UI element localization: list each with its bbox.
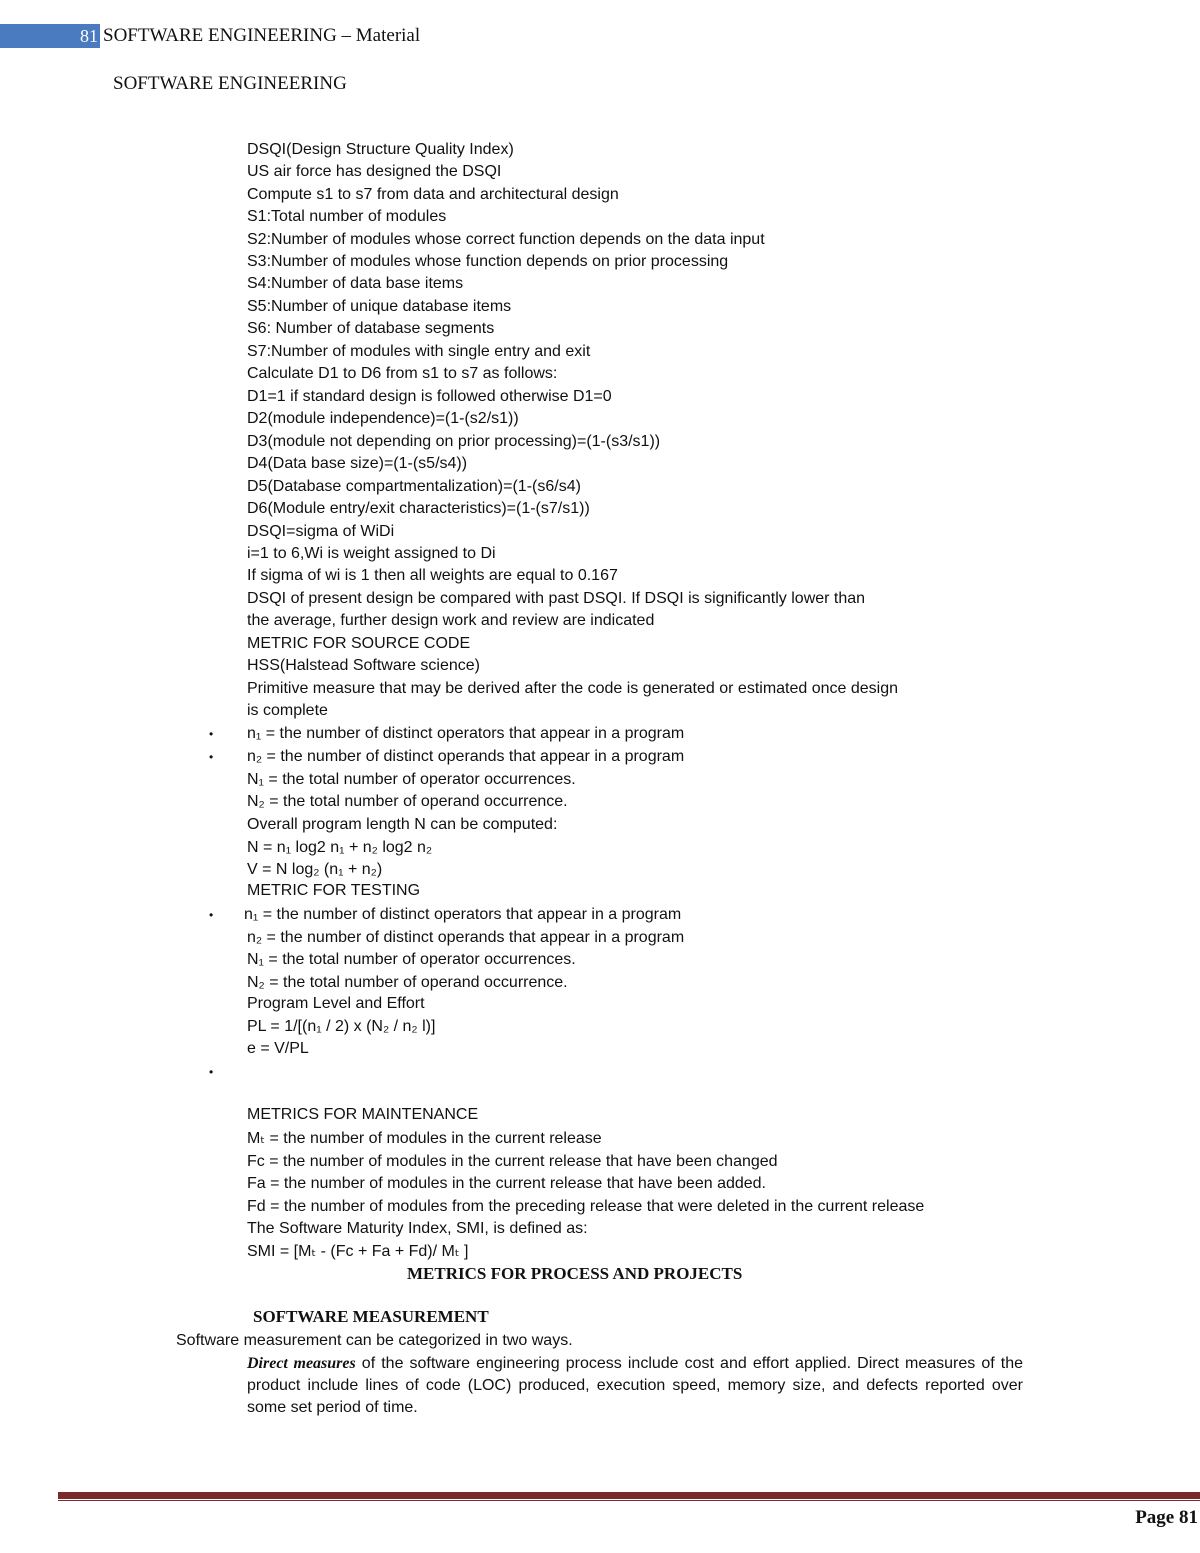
paragraph-body: of the software engineering process include cost and effort applied. Direct measures of the product include lines of code (LOC) produced, execution speed, memory size, and defects reported over some set period of time.	[247, 1355, 1023, 1416]
text-line: The Software Maturity Index, SMI, is defined as:	[247, 1220, 588, 1237]
text-line: S4:Number of data base items	[247, 275, 464, 292]
bullet: •	[209, 1065, 214, 1079]
direct-measures-term: Direct measures	[247, 1355, 356, 1372]
section-heading-testing: METRIC FOR TESTING	[247, 882, 421, 899]
text-line: Overall program length N can be computed:	[247, 816, 558, 833]
text-line: D3(module not depending on prior processing)=(1-(s3/s1))	[247, 433, 661, 450]
text-line: D2(module independence)=(1-(s2/s1))	[247, 410, 519, 427]
text-line: N₁ = the total number of operator occurrences.	[247, 951, 576, 968]
text-line: DSQI of present design be compared with past DSQI. If DSQI is significantly lower than	[247, 590, 866, 607]
running-header-title: SOFTWARE ENGINEERING – Material	[103, 25, 421, 46]
text-line: Compute s1 to s7 from data and architectural design	[247, 186, 619, 203]
footer-rule-thin	[58, 1500, 1200, 1501]
section-heading-source-code: METRIC FOR SOURCE CODE	[247, 635, 471, 652]
text-line: Primitive measure that may be derived after the code is generated or estimated once design	[247, 680, 899, 697]
text-line: e = V/PL	[247, 1040, 309, 1057]
text-line: n₁ = the number of distinct operators that appear in a program	[244, 906, 682, 923]
text-line: S1:Total number of modules	[247, 208, 447, 225]
text-line: i=1 to 6,Wi is weight assigned to Di	[247, 545, 496, 562]
section-heading-maintenance: METRICS FOR MAINTENANCE	[247, 1106, 479, 1123]
text-line: Fa = the number of modules in the current release that have been added.	[247, 1175, 766, 1192]
text-line: D1=1 if standard design is followed otherwise D1=0	[247, 388, 612, 405]
text-line: Fd = the number of modules from the preceding release that were deleted in the current release	[247, 1198, 925, 1215]
text-line: the average, further design work and review are indicated	[247, 612, 655, 629]
document-title: SOFTWARE ENGINEERING	[113, 73, 347, 94]
footer-rule	[58, 1492, 1200, 1499]
text-line: n₂ = the number of distinct operands that appear in a program	[247, 929, 685, 946]
text-line: n₂ = the number of distinct operands that appear in a program	[247, 748, 685, 765]
page-number-label: Page 81	[1135, 1507, 1198, 1528]
intro-text: Software measurement can be categorized in two ways.	[176, 1332, 573, 1349]
text-line: If sigma of wi is 1 then all weights are equal to 0.167	[247, 567, 618, 584]
text-line: N₂ = the total number of operand occurrence.	[247, 793, 568, 810]
text-line: PL = 1/[(n₁ / 2) x (N₂ / n₂ l)]	[247, 1018, 436, 1035]
section-heading-process-projects: METRICS FOR PROCESS AND PROJECTS	[407, 1264, 743, 1283]
text-line: S2:Number of modules whose correct function depends on the data input	[247, 231, 765, 248]
text-line: Program Level and Effort	[247, 995, 425, 1012]
text-line: S3:Number of modules whose function depends on prior processing	[247, 253, 729, 270]
text-line: US air force has designed the DSQI	[247, 163, 502, 180]
bullet: •	[209, 908, 214, 922]
text-line: DSQI(Design Structure Quality Index)	[247, 141, 514, 158]
text-line: N₁ = the total number of operator occurrences.	[247, 771, 576, 788]
text-line: DSQI=sigma of WiDi	[247, 523, 395, 540]
text-line: Mₜ = the number of modules in the current release	[247, 1130, 602, 1147]
text-line: N = n₁ log2 n₁ + n₂ log2 n₂	[247, 839, 433, 856]
text-line: D5(Database compartmentalization)=(1-(s6/s4)	[247, 478, 581, 495]
direct-measures-paragraph	[247, 1353, 1023, 1419]
text-line: n₁ = the number of distinct operators that appear in a program	[247, 725, 685, 742]
text-line: S5:Number of unique database items	[247, 298, 512, 315]
text-line: D4(Data base size)=(1-(s5/s4))	[247, 455, 468, 472]
text-line: S6: Number of database segments	[247, 320, 495, 337]
text-line: SMI = [Mₜ - (Fc + Fa + Fd)/ Mₜ ]	[247, 1243, 469, 1260]
text-line: is complete	[247, 702, 328, 719]
text-line: HSS(Halstead Software science)	[247, 657, 480, 674]
bullet: •	[209, 727, 214, 741]
text-line: V = N log₂ (n₁ + n₂)	[247, 861, 383, 878]
bullet: •	[209, 750, 214, 764]
text-line: Fc = the number of modules in the current release that have been changed	[247, 1153, 778, 1170]
section-heading-software-measurement: SOFTWARE MEASUREMENT	[253, 1307, 489, 1326]
text-line: Calculate D1 to D6 from s1 to s7 as follows:	[247, 365, 558, 382]
text-line: S7:Number of modules with single entry and exit	[247, 343, 591, 360]
text-line: N₂ = the total number of operand occurrence.	[247, 974, 568, 991]
text-line: D6(Module entry/exit characteristics)=(1-(s7/s1))	[247, 500, 590, 517]
header-page-number: 81	[80, 26, 98, 46]
